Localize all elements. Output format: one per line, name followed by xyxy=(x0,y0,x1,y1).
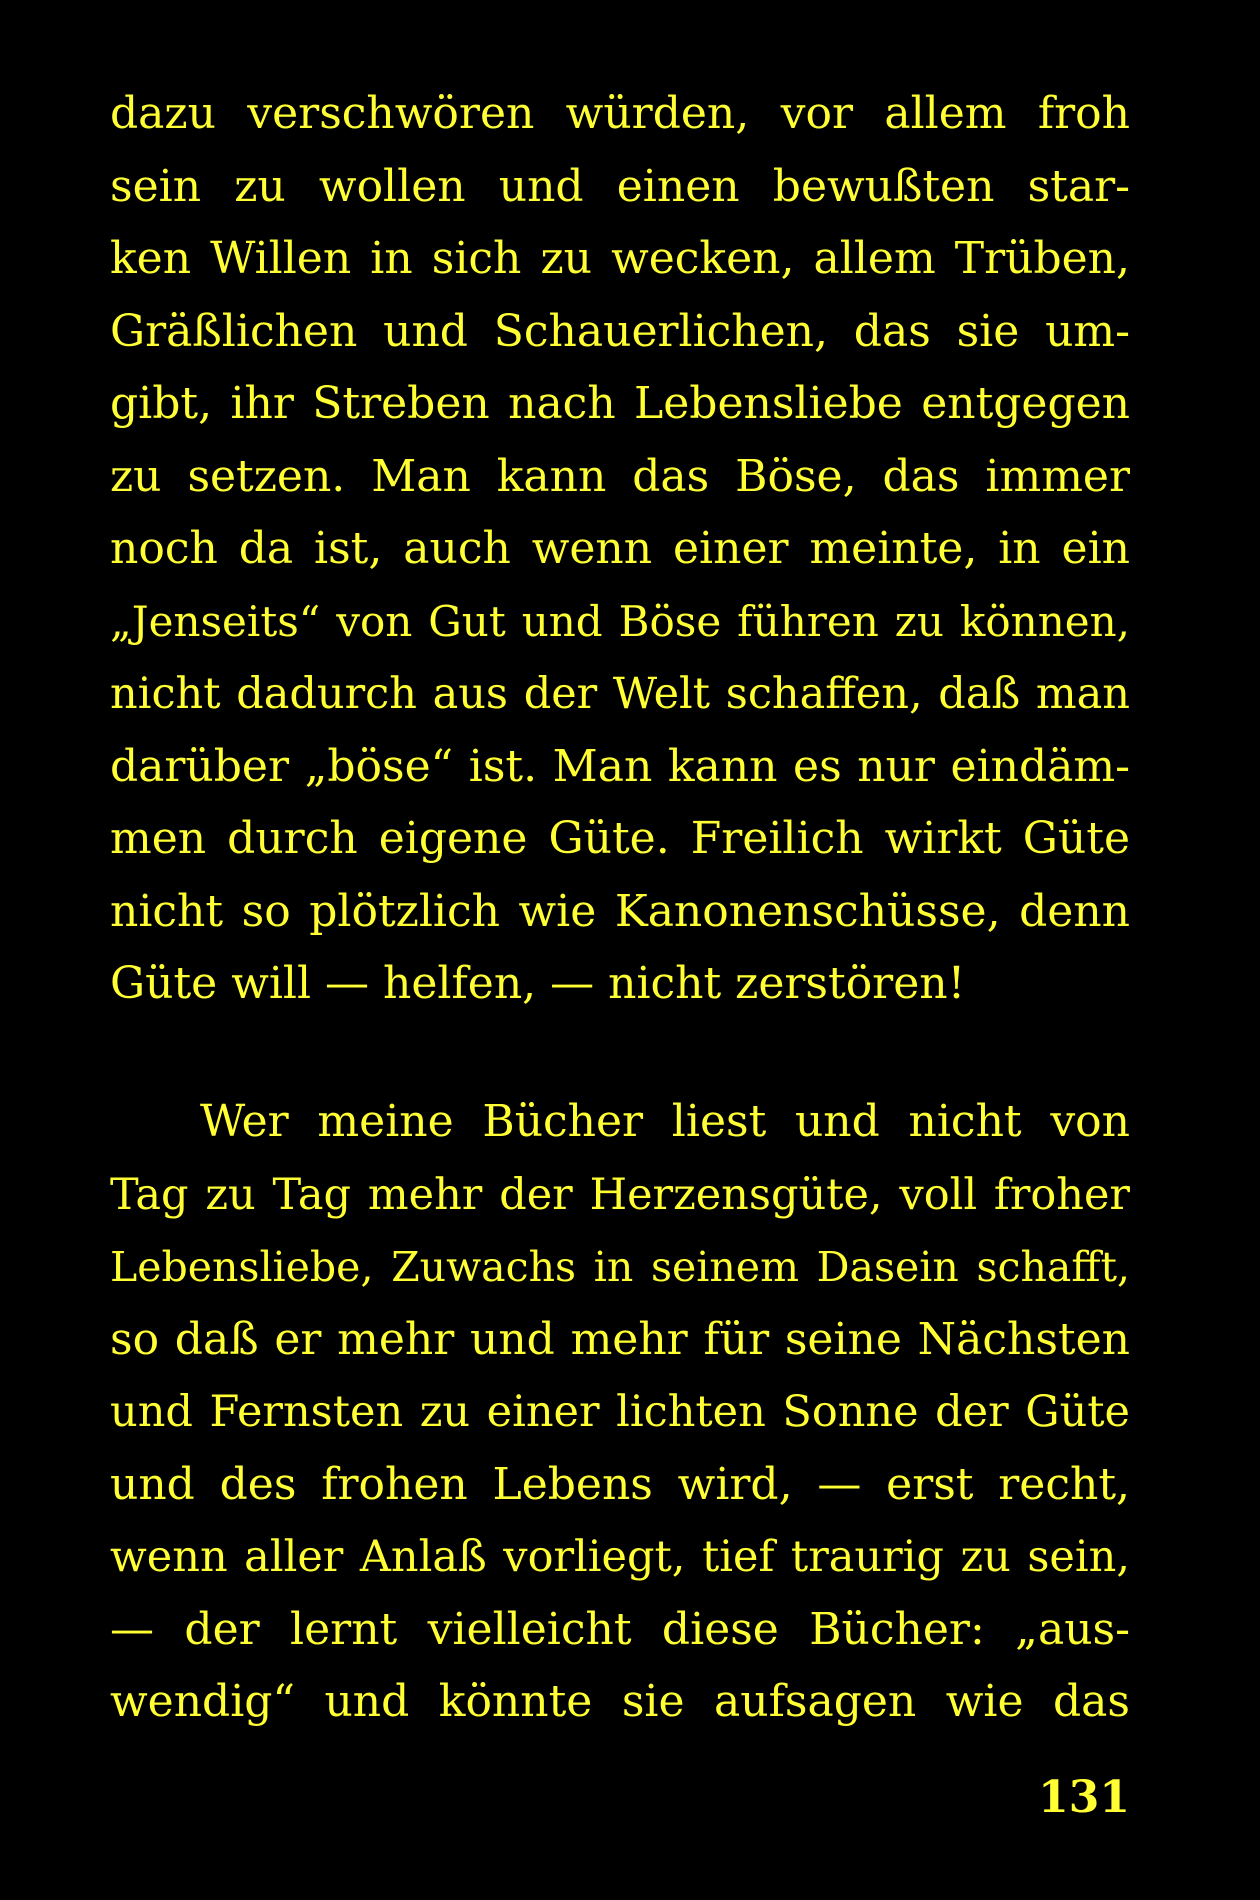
text-line: Wer meine Bücher liest und nicht von xyxy=(200,1096,1130,1147)
text-line: wenn aller Anlaß vorliegt, tief traurig zu sein, xyxy=(110,1532,1130,1582)
text-line: nicht dadurch aus der Welt schaffen, daß man xyxy=(110,669,1130,719)
text-line: und Fernsten zu einer lichten Sonne der Güte xyxy=(110,1387,1130,1437)
text-line: so daß er mehr und mehr für seine Nächsten xyxy=(110,1313,1130,1365)
text-line: wendig“ und könnte sie aufsagen wie das xyxy=(110,1676,1130,1727)
paragraph-1 xyxy=(110,78,1130,1021)
page-number: 131 xyxy=(1038,1772,1130,1823)
text-line: sein zu wollen und einen bewußten star- xyxy=(110,160,1130,212)
text-line: „Jenseits“ von Gut und Böse führen zu können, xyxy=(110,596,1130,646)
text-line: gibt, ihr Streben nach Lebensliebe entgegen xyxy=(110,378,1130,429)
text-line: Gräßlichen und Schauerlichen, das sie um- xyxy=(110,305,1130,357)
text-line: men durch eigene Güte. Freilich wirkt Güte xyxy=(110,813,1130,864)
text-line: noch da ist, auch wenn einer meinte, in ein xyxy=(110,523,1130,574)
text-line: zu setzen. Man kann das Böse, das immer xyxy=(110,450,1130,502)
text-line: ken Willen in sich zu wecken, allem Trüben, xyxy=(110,233,1130,284)
text-line: und des frohen Lebens wird, — erst recht, xyxy=(110,1458,1130,1510)
text-line: — der lernt vielleicht diese Bücher: „aus- xyxy=(110,1603,1130,1655)
text-line: Lebensliebe, Zuwachs in seinem Dasein schafft, xyxy=(110,1243,1130,1291)
text-line: nicht so plötzlich wie Kanonenschüsse, denn xyxy=(110,885,1130,937)
text-line: Tag zu Tag mehr der Herzensgüte, voll froher xyxy=(110,1169,1130,1220)
text-line: Güte will — helfen, — nicht zerstören! xyxy=(110,958,966,1009)
paragraph-2 xyxy=(110,1086,1130,1739)
text-line: dazu verschwören würden, vor allem froh xyxy=(110,88,1130,139)
text-line: darüber „böse“ ist. Man kann es nur eindäm- xyxy=(110,740,1130,792)
